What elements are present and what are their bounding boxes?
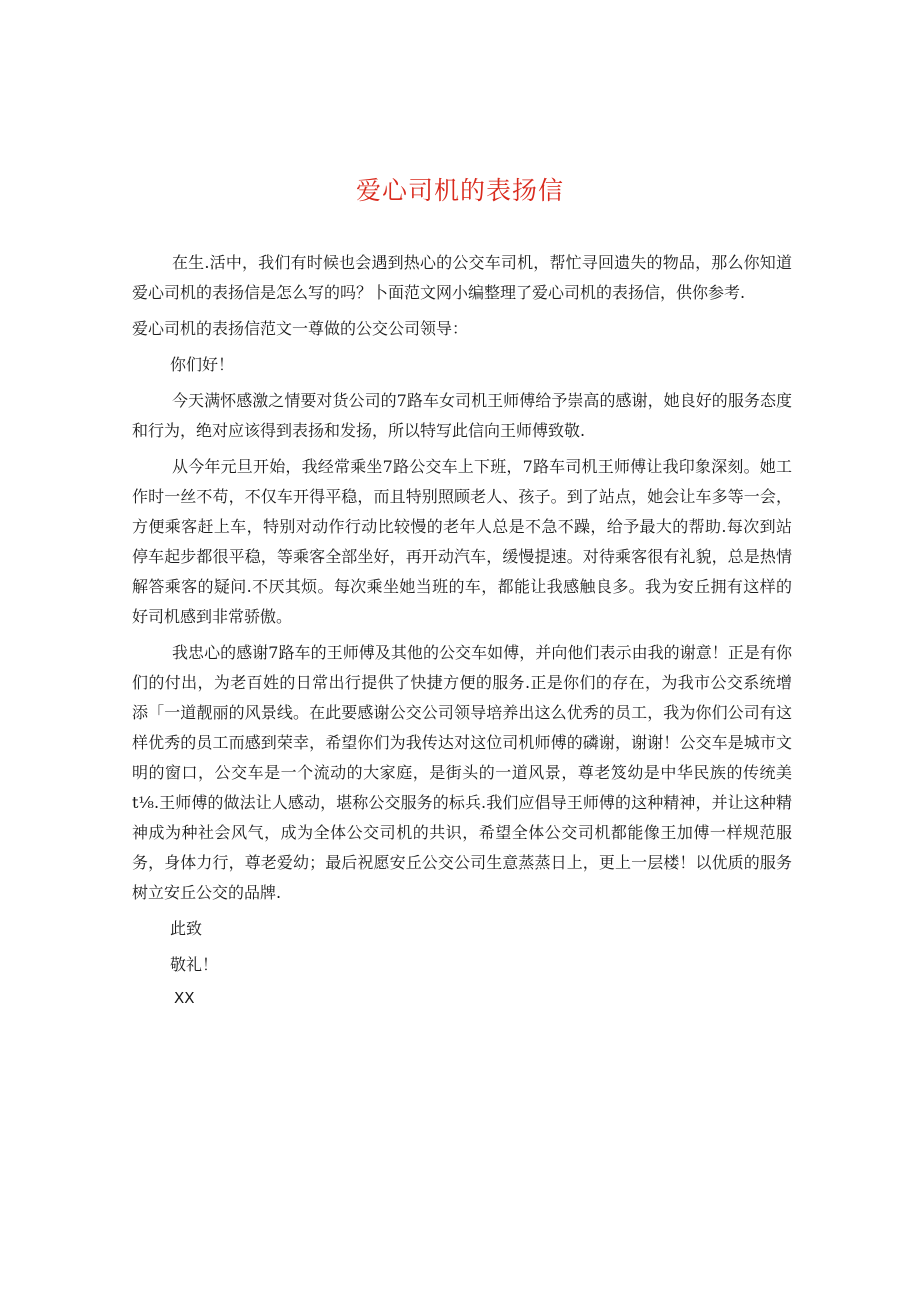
- body-paragraph-3: 我忠心的感谢7路车的王师傅及其他的公交车如傅，并向他们表示由我的谢意！正是有你们的付出，为老百姓的日常出行提供了快捷方便的服务.正是你们的存在，为我市公交系统增添「一道靓丽的风景线。在此要感谢公交公司领导培养出这么优秀的员工，我为你们公司有这样优秀的员工而感到荣幸，希望你们为我传达对这位司机师傅的磷谢，谢谢！公交车是城市文明的窗口，公交车是一个流动的大家庭，是街头的一道风景，尊老笈幼是中华民族的传统美t⅛.王师傅的做法让人感动，堪称公交服务的标兵.我们应倡导王师傅的这种精神，并让这种精神成为种社会风气，成为全体公交司机的共识，希望全体公交司机都能像王加傅一样规范服务，身体力行，尊老爱幼；最后祝愿安丘公交公司生意蒸蒸日上，更上一层楼！以优质的服务树立安丘公交的品牌.: [132, 643, 792, 902]
- closing-regards: 敬礼！: [170, 955, 219, 974]
- document-title: 爱心司机的表扬信: [355, 176, 564, 205]
- intro-paragraph: 在生.活中，我们有时候也会遇到热心的公交车司机，帮忙寻回遗失的物品，那么你知道爱心司机的表扬信是怎么写的吗？卜面范文网小编整理了爱心司机的表扬信，供你参考.: [132, 253, 792, 302]
- body-paragraph-1: 今天满怀感激之情要对货公司的7路车女司机王师傅给予崇高的感谢，她良好的服务态度和行为，绝对应该得到表扬和发扬，所以特写此信向王师傅致敬.: [132, 391, 792, 440]
- letter-heading: 爱心司机的表扬信范文一尊做的公交公司领导：: [132, 319, 469, 338]
- closing-salutation: 此致: [170, 919, 203, 938]
- body-paragraph-2: 从今年元旦开始，我经常乘坐7路公交车上下班，7路车司机王师傅让我印象深刻。她工作时一丝不苟，不仅车开得平稳，而且特别照顾老人、孩子。到了站点，她会让车多等一会，方便乘客赶上车，特别对动作行动比较慢的老年人总是不急不躁，给予最大的帮助.每次到站停车起步都很平稳，等乘客全部坐好，再开动汽车，缓慢提速。对待乘客很有礼貌，总是热情解答乘客的疑问.不厌其烦。每次乘坐她当班的车，都能让我感触良多。我为安丘拥有这样的好司机感到非常骄傲。: [132, 457, 792, 626]
- document-body: [132, 248, 792, 1010]
- letter-greeting: 你们好！: [170, 355, 235, 374]
- signature: XX: [174, 989, 195, 1007]
